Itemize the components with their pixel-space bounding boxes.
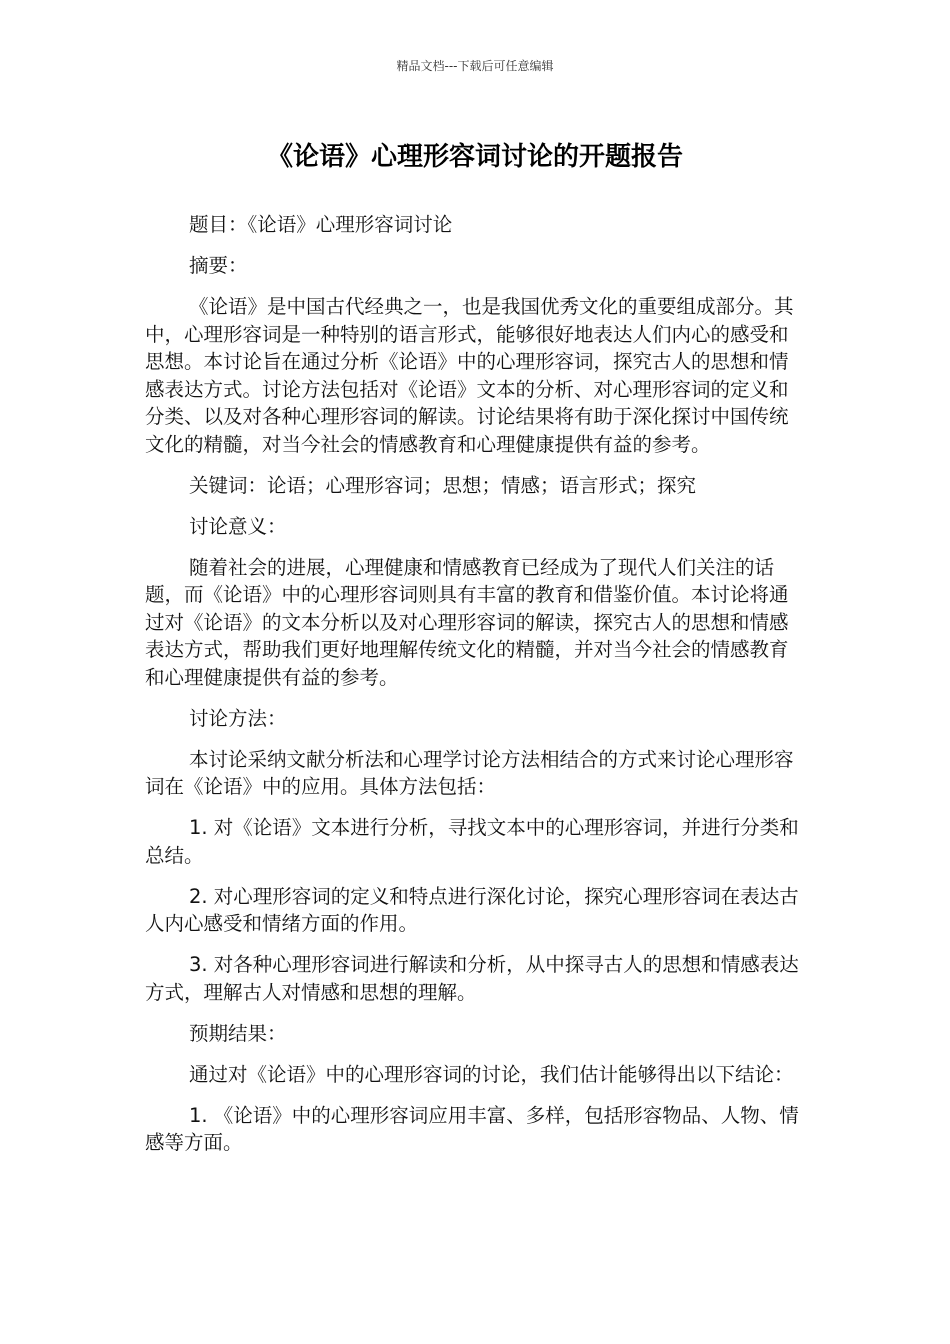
paragraph-method-item-3: 3. 对各种心理形容词进行解读和分析，从中探寻古人的思想和情感表达方式，理解古人对情感和思想的理解。 xyxy=(145,953,799,1004)
paragraph-method: 本讨论采纳文献分析法和心理学讨论方法相结合的方式来讨论心理形容词在《论语》中的应用。具体方法包括： xyxy=(145,747,794,798)
paragraph-method-item-1: 1. 对《论语》文本进行分析，寻找文本中的心理形容词，并进行分类和总结。 xyxy=(145,816,799,867)
paragraph-method-heading: 讨论方法： xyxy=(189,706,287,730)
paragraph-significance: 随着社会的进展，心理健康和情感教育已经成为了现代人们关注的话题，而《论语》中的心理形容词则具有丰富的教育和借鉴价值。本讨论将通过对《论语》的文本分析以及对心理形容词的解读，探究古人的思想和情感表达方式，帮助我们更好地理解传统文化的精髓，并对当今社会的情感教育和心理健康提供有益的参考。 xyxy=(145,555,789,689)
paragraph-keywords: 关键词：论语；心理形容词；思想；情感；语言形式；探究 xyxy=(189,473,697,497)
paragraph-method-item-2: 2. 对心理形容词的定义和特点进行深化讨论，探究心理形容词在表达古人内心感受和情绪方面的作用。 xyxy=(145,884,799,935)
document-body xyxy=(145,211,805,1170)
paragraph-abstract-heading: 摘要： xyxy=(189,254,248,277)
paragraph-significance-heading: 讨论意义： xyxy=(189,514,287,538)
paragraph-results: 通过对《论语》中的心理形容词的讨论，我们估计能够得出以下结论： xyxy=(189,1062,794,1086)
paragraph-topic: 题目：《论语》心理形容词讨论 xyxy=(189,213,453,236)
document-title: 《论语》心理形容词讨论的开题报告 xyxy=(266,142,683,172)
page-header-note: 精品文档---下载后可任意编辑 xyxy=(396,59,554,73)
paragraph-abstract: 《论语》是中国古代经典之一，也是我国优秀文化的重要组成部分。其中，心理形容词是一种特别的语言形式，能够很好地表达人们内心的感受和思想。本讨论旨在通过分析《论语》中的心理形容词，探究古人的思想和情感表达方式。讨论方法包括对《论语》文本的分析、对心理形容词的定义和分类、以及对各种心理形容词的解读。讨论结果将有助于深化探讨中国传统文化的精髓，对当今社会的情感教育和心理健康提供有益的参考。 xyxy=(145,295,794,456)
paragraph-results-heading: 预期结果： xyxy=(189,1021,287,1045)
paragraph-results-item-1: 1. 《论语》中的心理形容词应用丰富、多样，包括形容物品、人物、情感等方面。 xyxy=(145,1103,799,1154)
